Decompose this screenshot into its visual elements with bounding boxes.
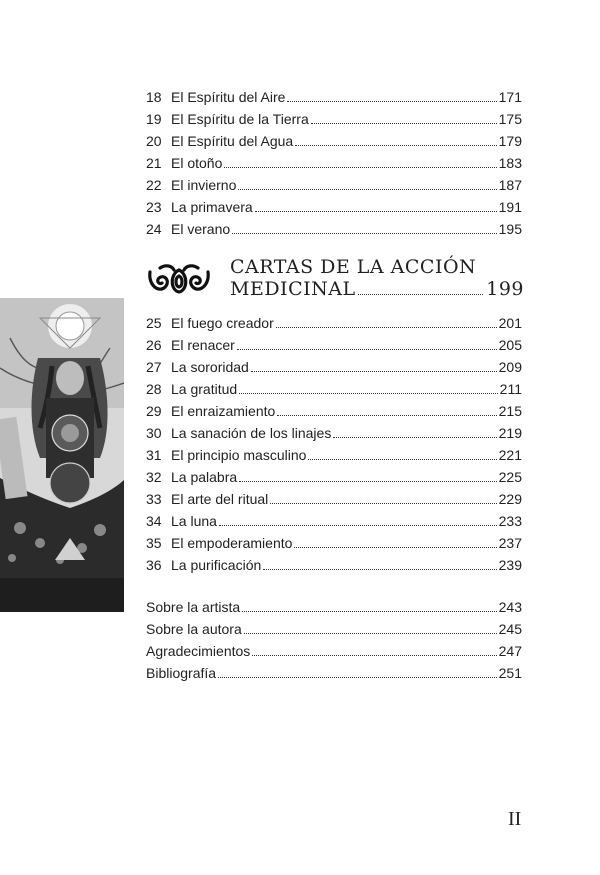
toc-entry-number: 29 (146, 403, 162, 419)
toc-entry (146, 422, 522, 444)
toc-leader-dots (239, 393, 498, 394)
toc-entry (146, 640, 522, 662)
toc-entry-page: 215 (498, 403, 522, 419)
toc-entry-number: 24 (146, 221, 162, 237)
toc-entry-number: 30 (146, 425, 162, 441)
toc-entry-page: 175 (498, 111, 522, 127)
toc-entry (146, 510, 522, 532)
toc-entry-page: 243 (498, 599, 522, 615)
toc-entry-title: La sanación de los linajes (171, 425, 332, 441)
toc-entry-title: El Espíritu de la Tierra (171, 111, 309, 127)
toc-entry-page: 179 (498, 133, 522, 149)
toc-entry-page: 251 (498, 665, 522, 681)
toc-entry-page: 205 (498, 337, 522, 353)
toc-entry-title: El enraizamiento (171, 403, 276, 419)
toc-entry-number: 21 (146, 155, 162, 171)
toc-entry-page: 195 (498, 221, 522, 237)
toc-list-medicinal-cards (146, 312, 522, 576)
toc-list-back-matter (146, 596, 522, 684)
toc-entry-title: El otoño (171, 155, 223, 171)
toc-leader-dots (308, 459, 496, 460)
toc-entry-page: 245 (498, 621, 522, 637)
toc-entry-title: La primavera (171, 199, 253, 215)
toc-leader-dots (311, 123, 497, 124)
toc-entry-title: El empoderamiento (171, 535, 293, 551)
toc-entry (146, 86, 522, 108)
toc-entry-page: 233 (498, 513, 522, 529)
toc-entry-number: 27 (146, 359, 162, 375)
toc-leader-dots (276, 327, 497, 328)
toc-entry-number: 31 (146, 447, 162, 463)
toc-entry-title: Sobre la autora (146, 621, 242, 637)
toc-entry (146, 618, 522, 640)
triple-spiral-ornament-icon (146, 262, 212, 298)
toc-leader-dots (218, 677, 497, 678)
toc-entry-title: Agradecimientos (146, 643, 251, 659)
toc-leader-dots (238, 189, 496, 190)
toc-entry-page: 171 (498, 89, 522, 105)
toc-entry (146, 334, 522, 356)
toc-entry (146, 356, 522, 378)
toc-entry-page: 183 (498, 155, 522, 171)
toc-entry-number: 36 (146, 557, 162, 573)
toc-entry-title: El arte del ritual (171, 491, 269, 507)
toc-entry-page: 191 (498, 199, 522, 215)
toc-entry-title: El principio masculino (171, 447, 307, 463)
toc-entry-number: 19 (146, 111, 162, 127)
toc-entry-page: 239 (498, 557, 522, 573)
toc-entry-page: 221 (498, 447, 522, 463)
toc-leader-dots (295, 145, 496, 146)
toc-entry (146, 196, 522, 218)
toc-leader-dots (232, 233, 496, 234)
toc-leader-dots (219, 525, 497, 526)
toc-entry-title: Bibliografía (146, 665, 217, 681)
toc-leader-dots (270, 503, 496, 504)
toc-entry-title: El invierno (171, 177, 237, 193)
toc-entry-number: 23 (146, 199, 162, 215)
toc-entry-page: 237 (498, 535, 522, 551)
toc-entry-number: 35 (146, 535, 162, 551)
toc-entry-page: 187 (498, 177, 522, 193)
toc-entry (146, 312, 522, 334)
goddess-illustration-icon (0, 298, 124, 612)
toc-entry-page: 247 (498, 643, 522, 659)
toc-list-elements-seasons (146, 86, 522, 240)
toc-entry-title: La purificación (171, 557, 262, 573)
toc-entry-title: La sororidad (171, 359, 249, 375)
toc-entry-title: Sobre la artista (146, 599, 241, 615)
toc-entry-number: 26 (146, 337, 162, 353)
section-title-line1: CARTAS DE LA ACCIÓN (230, 256, 477, 278)
toc-entry (146, 554, 522, 576)
toc-entry-title: La luna (171, 513, 217, 529)
toc-leader-dots (242, 611, 496, 612)
toc-leader-dots (277, 415, 496, 416)
toc-entry-page: 225 (498, 469, 522, 485)
toc-entry (146, 488, 522, 510)
toc-entry-number: 33 (146, 491, 162, 507)
toc-entry (146, 378, 522, 400)
toc-entry (146, 466, 522, 488)
toc-leader-dots (239, 481, 496, 482)
toc-entry-number: 25 (146, 315, 162, 331)
folio-page-number: II (508, 808, 522, 830)
toc-leader-dots (255, 211, 497, 212)
section-title (230, 256, 524, 300)
toc-entry-page: 201 (498, 315, 522, 331)
toc-entry-page: 209 (498, 359, 522, 375)
toc-entry-number: 20 (146, 133, 162, 149)
section-leader-dots (358, 294, 484, 295)
toc-entry-number: 28 (146, 381, 162, 397)
toc-entry-title: La palabra (171, 469, 238, 485)
toc-entry (146, 532, 522, 554)
toc-entry-title: El renacer (171, 337, 235, 353)
toc-entry (146, 174, 522, 196)
toc-leader-dots (237, 349, 497, 350)
section-title-line2: MEDICINAL (230, 278, 356, 300)
toc-entry (146, 444, 522, 466)
toc-entry-title: El Espíritu del Aire (171, 89, 286, 105)
section-page-number: 199 (486, 278, 524, 300)
toc-entry-page: 219 (498, 425, 522, 441)
toc-leader-dots (294, 547, 496, 548)
toc-entry (146, 218, 522, 240)
toc-entry (146, 662, 522, 684)
toc-entry-title: El fuego creador (171, 315, 274, 331)
toc-leader-dots (251, 371, 497, 372)
section-header (146, 256, 526, 306)
toc-entry (146, 130, 522, 152)
toc-entry (146, 108, 522, 130)
toc-entry (146, 596, 522, 618)
toc-entry-number: 18 (146, 89, 162, 105)
toc-entry-number: 32 (146, 469, 162, 485)
toc-entry-title: El verano (171, 221, 231, 237)
toc-leader-dots (287, 101, 496, 102)
toc-leader-dots (263, 569, 496, 570)
toc-leader-dots (224, 167, 496, 168)
toc-entry (146, 152, 522, 174)
toc-entry-title: La gratitud (171, 381, 238, 397)
toc-leader-dots (333, 437, 496, 438)
toc-entry (146, 400, 522, 422)
toc-entry-title: El Espíritu del Agua (171, 133, 294, 149)
toc-entry-page: 229 (498, 491, 522, 507)
toc-entry-number: 22 (146, 177, 162, 193)
toc-entry-number: 34 (146, 513, 162, 529)
toc-leader-dots (252, 655, 496, 656)
toc-leader-dots (244, 633, 497, 634)
toc-entry-page: 211 (499, 381, 522, 397)
